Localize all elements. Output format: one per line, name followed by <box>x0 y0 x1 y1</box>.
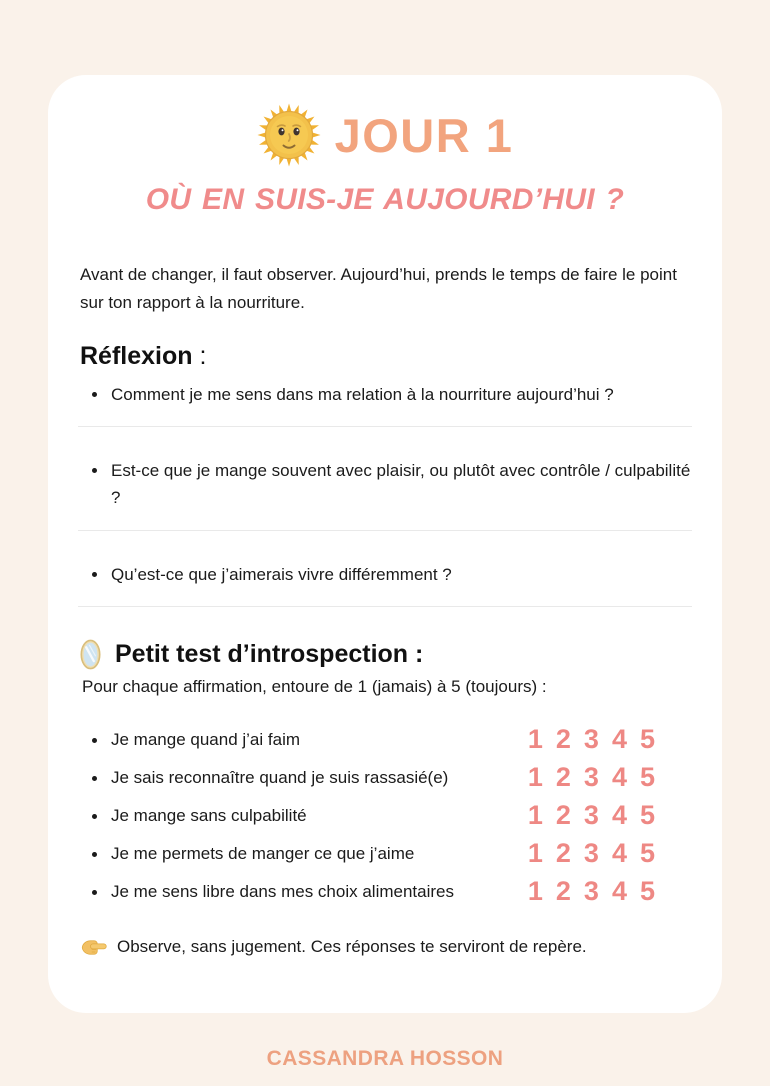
test-row <box>78 797 692 835</box>
test-row <box>78 721 692 759</box>
rating-scale <box>528 762 655 793</box>
day-label: JOUR 1 <box>334 108 514 162</box>
rating-option-3[interactable]: 3 <box>583 800 599 831</box>
rating-scale <box>528 876 655 907</box>
rating-option-5[interactable]: 5 <box>639 876 655 907</box>
reflection-question-3 <box>78 561 692 588</box>
bullet-icon <box>92 572 97 577</box>
rating-option-5[interactable]: 5 <box>639 800 655 831</box>
rating-option-2[interactable]: 2 <box>555 800 571 831</box>
test-row <box>78 835 692 873</box>
note-row <box>80 937 692 958</box>
test-item-label: Je sais reconnaître quand je suis rassasié(e) <box>111 767 449 787</box>
reflection-heading-text: Réflexion <box>80 342 193 371</box>
test-heading: Petit test d’introspection : <box>115 639 424 668</box>
reflection-question-list <box>78 381 692 607</box>
mirror-icon <box>80 639 101 670</box>
test-item-label-row <box>92 768 448 788</box>
rating-option-3[interactable]: 3 <box>583 762 599 793</box>
rating-option-1[interactable]: 1 <box>527 762 543 793</box>
test-item-label-row <box>92 882 454 902</box>
intro-paragraph: Avant de changer, il faut observer. Aujourd’hui, prends le temps de faire le point sur ton rapport à la nourriture. <box>80 265 677 312</box>
reflection-heading <box>80 342 692 371</box>
rating-option-4[interactable]: 4 <box>611 724 627 755</box>
rating-scale <box>528 800 655 831</box>
answer-line <box>78 606 692 607</box>
test-item-label: Je mange quand j’ai faim <box>111 729 301 749</box>
day-header <box>78 100 692 170</box>
rating-scale <box>528 838 655 869</box>
pointing-right-icon <box>80 937 107 958</box>
rating-option-4[interactable]: 4 <box>611 762 627 793</box>
test-item-label: Je me permets de manger ce que j’aime <box>111 843 415 863</box>
bullet-icon <box>92 852 97 857</box>
page-title: OÙ EN SUIS-JE AUJOURD’HUI ? <box>145 183 625 216</box>
rating-option-4[interactable]: 4 <box>611 838 627 869</box>
rating-option-1[interactable]: 1 <box>527 838 543 869</box>
rating-option-2[interactable]: 2 <box>555 838 571 869</box>
bullet-icon <box>92 890 97 895</box>
test-item-label: Je mange sans culpabilité <box>111 805 307 825</box>
rating-option-1[interactable]: 1 <box>527 800 543 831</box>
bullet-icon <box>92 468 97 473</box>
reflection-question-2 <box>78 457 692 511</box>
rating-option-4[interactable]: 4 <box>611 800 627 831</box>
test-list <box>78 721 692 911</box>
question-text: Est-ce que je mange souvent avec plaisir, ou plutôt avec contrôle / culpabilité ? <box>111 461 691 508</box>
rating-option-2[interactable]: 2 <box>555 724 571 755</box>
rating-option-4[interactable]: 4 <box>611 876 627 907</box>
brand-footer: CASSANDRA HOSSON <box>266 1047 504 1070</box>
test-row <box>78 759 692 797</box>
worksheet-card <box>48 75 722 1013</box>
bullet-icon <box>92 738 97 743</box>
rating-option-3[interactable]: 3 <box>583 724 599 755</box>
question-text: Comment je me sens dans ma relation à la nourriture aujourd’hui ? <box>111 385 614 405</box>
rating-scale <box>528 724 655 755</box>
bullet-icon <box>92 776 97 781</box>
answer-line <box>78 530 692 531</box>
sun-with-face-icon <box>257 103 321 167</box>
test-item-label-row <box>92 844 414 864</box>
reflection-question-1 <box>78 381 692 408</box>
note-text: Observe, sans jugement. Ces réponses te serviront de repère. <box>117 937 587 957</box>
rating-option-5[interactable]: 5 <box>639 724 655 755</box>
rating-option-1[interactable]: 1 <box>527 876 543 907</box>
rating-option-5[interactable]: 5 <box>639 762 655 793</box>
test-instruction: Pour chaque affirmation, entoure de 1 (jamais) à 5 (toujours) : <box>82 676 547 696</box>
bullet-icon <box>92 392 97 397</box>
bullet-icon <box>92 814 97 819</box>
rating-option-2[interactable]: 2 <box>555 762 571 793</box>
question-text: Qu’est-ce que j’aimerais vivre différemment ? <box>111 564 452 584</box>
reflection-heading-colon: : <box>192 342 207 371</box>
test-item-label-row <box>92 730 300 750</box>
rating-option-5[interactable]: 5 <box>639 838 655 869</box>
answer-line <box>78 426 692 427</box>
test-heading-row <box>80 639 692 670</box>
rating-option-1[interactable]: 1 <box>527 724 543 755</box>
test-row <box>78 873 692 911</box>
rating-option-3[interactable]: 3 <box>583 838 599 869</box>
rating-option-3[interactable]: 3 <box>583 876 599 907</box>
test-item-label: Je me sens libre dans mes choix alimentaires <box>111 881 454 901</box>
test-item-label-row <box>92 806 307 826</box>
rating-option-2[interactable]: 2 <box>555 876 571 907</box>
